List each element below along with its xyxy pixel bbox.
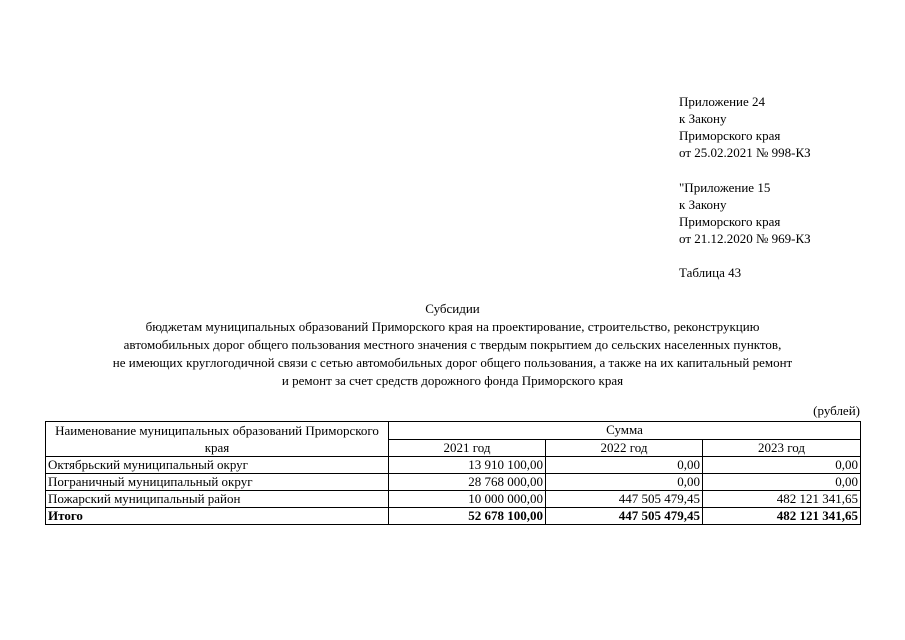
amount-cell: 0,00	[703, 457, 861, 474]
municipality-name: Пожарский муниципальный район	[46, 491, 389, 508]
amount-cell: 13 910 100,00	[389, 457, 546, 474]
table-row	[46, 457, 861, 474]
appendix-number: "Приложение 15	[679, 180, 771, 195]
amount-cell: 447 505 479,45	[546, 491, 703, 508]
appendix-law-date: от 21.12.2020 № 969-КЗ	[679, 231, 811, 246]
column-header-name: Наименование муниципальных образований Приморского края	[46, 422, 389, 457]
municipality-name: Октябрьский муниципальный округ	[46, 457, 389, 474]
table-number: Таблица 43	[679, 265, 742, 280]
appendix-law-date: от 25.02.2021 № 998-КЗ	[679, 145, 811, 160]
total-amount-cell: 447 505 479,45	[546, 508, 703, 525]
table-row	[46, 491, 861, 508]
appendix-reference-current	[679, 93, 811, 161]
amount-cell: 0,00	[546, 474, 703, 491]
column-header-year: 2023 год	[703, 439, 861, 457]
appendix-number: Приложение 24	[679, 94, 766, 109]
appendix-reference-original	[679, 179, 811, 247]
amount-cell: 482 121 341,65	[703, 491, 861, 508]
amount-cell: 0,00	[546, 457, 703, 474]
total-label: Итого	[46, 508, 389, 525]
table-header-row	[46, 422, 861, 440]
subsidies-table	[45, 421, 861, 525]
amount-cell: 10 000 000,00	[389, 491, 546, 508]
title-line: и ремонт за счет средств дорожного фонда Приморского края	[281, 373, 624, 388]
column-header-year: 2021 год	[389, 439, 546, 457]
column-header-year: 2022 год	[546, 439, 703, 457]
table-row	[46, 474, 861, 491]
units-label: (рублей)	[813, 403, 860, 418]
amount-cell: 28 768 000,00	[389, 474, 546, 491]
appendix-law-label: к Закону	[679, 197, 727, 212]
municipality-name: Пограничный муниципальный округ	[46, 474, 389, 491]
total-amount-cell: 52 678 100,00	[389, 508, 546, 525]
column-header-sum: Сумма	[389, 422, 861, 440]
title-line: автомобильных дорог общего пользования местного значения с твердым покрытием до сельских населенных пунктов,	[123, 337, 782, 352]
appendix-law-label: к Закону	[679, 111, 727, 126]
amount-cell: 0,00	[703, 474, 861, 491]
title-line: не имеющих круглогодичной связи с сетью автомобильных дорог общего пользования, а также на их капитальный ремонт	[112, 355, 793, 370]
total-amount-cell: 482 121 341,65	[703, 508, 861, 525]
table-total-row	[46, 508, 861, 525]
title-line: Субсидии	[425, 301, 480, 316]
document-title	[40, 300, 865, 390]
appendix-region: Приморского края	[679, 214, 781, 229]
title-line: бюджетам муниципальных образований Приморского края на проектирование, строительство, реконструкцию	[145, 319, 760, 334]
appendix-region: Приморского края	[679, 128, 781, 143]
